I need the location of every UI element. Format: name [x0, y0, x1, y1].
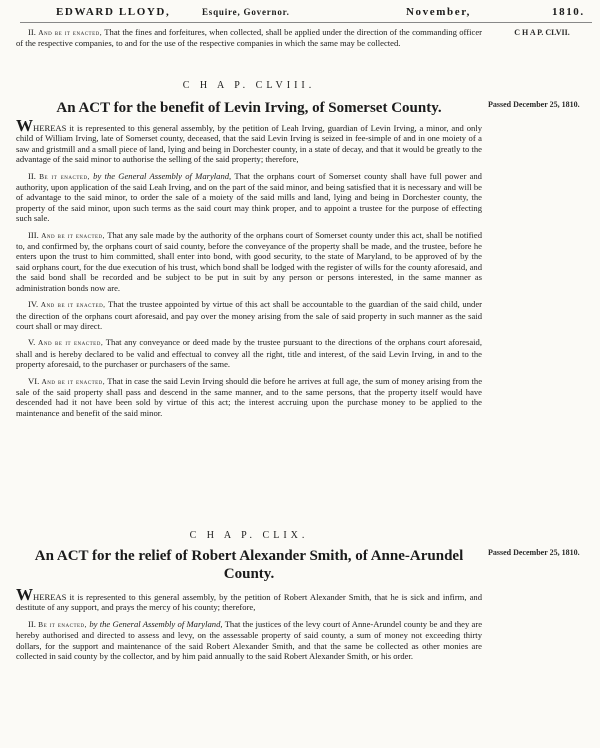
chap-158-section-4: IV. And be it enacted, That the trustee appointed by virtue of this act shall be accountable to the guardian of the said child, under the direction of the orphans court aforesaid, and pay over the money arising from the sale of said property in such manner as the said court shall or may direct.: [16, 299, 482, 331]
section-157-II: [16, 27, 482, 49]
section-paragraph: II. And be it enacted, That the fines and forfeitures, when collected, shall be applied under the direction of the commanding officer of the respective companies, to and for the use of the respective companies in which the same may be collected.: [16, 27, 482, 49]
chap-158-preamble: WHEREAS it is represented to this general assembly, by the petition of Leah Irving, guardian of Levin Irving, a minor, and only child of William Irving, late of Somerset county, deceased, that the said Levin Irving is seized in fee-simple of and in one moiety of a saw and gristmill and a small piece of land, lying and being in Dorchester county, in a state of decay, and that it would be greatly to the advantage of the said minor to authorise the selling of the said property; therefore,: [16, 116, 482, 165]
chap-158-section-6: VI. And be it enacted, That in case the said Levin Irving should die before he arrives at full age, the sum of money arising from the sale of the said property shall pass and descend in the same manner, and to the same persons, that the property itself would have descended had it not have been sold by virtue of this act; the interest accruing upon the purchase money to be applied to the maintenance and benefit of the said minor.: [16, 375, 483, 418]
chap-158-title: An ACT for the benefit of Levin Irving, of Somerset County.: [56, 100, 442, 116]
margin-note-passed-159: Passed December 25, 1810.: [488, 548, 580, 557]
running-head-year: 1810.: [552, 6, 585, 18]
chap-158-section-3: III. And be it enacted, That any sale made by the authority of the orphans court of Somerset county under this act, shall be notified to, and confirmed by, the orphans court of said county, before the conveyance of the property shall be made, and the trustee, before he enters upon the trust to him committed, shall enter into bond, with good security, to the state of Maryland, to be approved of by the said orphans court, for the due execution of his trust, which bond shall be lodged with the register of wills for the county aforesaid, and the said bond shall be recorded and be subject to be put in suit by any person or persons interested, in the same manner as administration bonds now are.: [16, 229, 483, 293]
running-head: [20, 6, 592, 23]
chap-159-title: An ACT for the relief of Robert Alexander Smith, of Anne-Arundel County.: [34, 548, 464, 582]
drop-cap: W: [16, 116, 33, 135]
drop-cap: W: [16, 585, 33, 604]
margin-note-chap-157: C H A P. CLVII.: [514, 28, 570, 37]
running-head-title: Esquire, Governor.: [202, 7, 290, 17]
chap-158-section-5: V. And be it enacted, That any conveyance or deed made by the trustee pursuant to the directions of the orphans court aforesaid, shall and is hereby declared to be valid and effectual to convey all the right, title and interest, of the said Levin Irving, in and to the property aforesaid, to the purchaser or purchasers of the same.: [16, 337, 482, 370]
running-head-name: EDWARD LLOYD,: [56, 6, 171, 18]
chap-158-heading: C H A P. CLVIII.: [182, 80, 316, 91]
margin-note-passed-158: Passed December 25, 1810.: [488, 100, 580, 109]
chap-159-preamble: WHEREAS it is represented to this general assembly, by the petition of Robert Alexander Smith, that he is sick and infirm, and destitute of any support, and prays the mercy of his county; therefore,: [16, 585, 482, 613]
chap-159-section-2: II. Be it enacted, by the General Assembly of Maryland, That the justices of the levy court of Anne-Arundel county be and they are hereby authorised and directed to assess and levy, on the assessable property of said county, a sum of money not exceeding thirty dollars, for the support and maintenance of the said Robert Alexander Smith, and that the same be collected as other monies are collected in said county by the collector, and by him paid annually to the said Robert Alexander Smith, or his order.: [16, 618, 483, 662]
chap-158-section-2: II. Be it enacted, by the General Assembly of Maryland, That the orphans court of Somerset county shall have full power and authority, upon application of the said Leah Irving, and on the part of the said minor, and being satisfied that it is necessary and will be of advantage to the said minor, to order the sale of a moiety of the said mills and land, lying and being in Dorchester county, the property of the said minor, upon such terms as the said court may think proper, and to appoint a trustee for the purpose of effecting such sale.: [16, 170, 482, 224]
chap-159-body: [16, 585, 483, 662]
running-head-month: November,: [406, 6, 472, 18]
chap-159-heading: C H A P. CLIX.: [189, 530, 309, 541]
chap-158-body: [16, 116, 483, 418]
